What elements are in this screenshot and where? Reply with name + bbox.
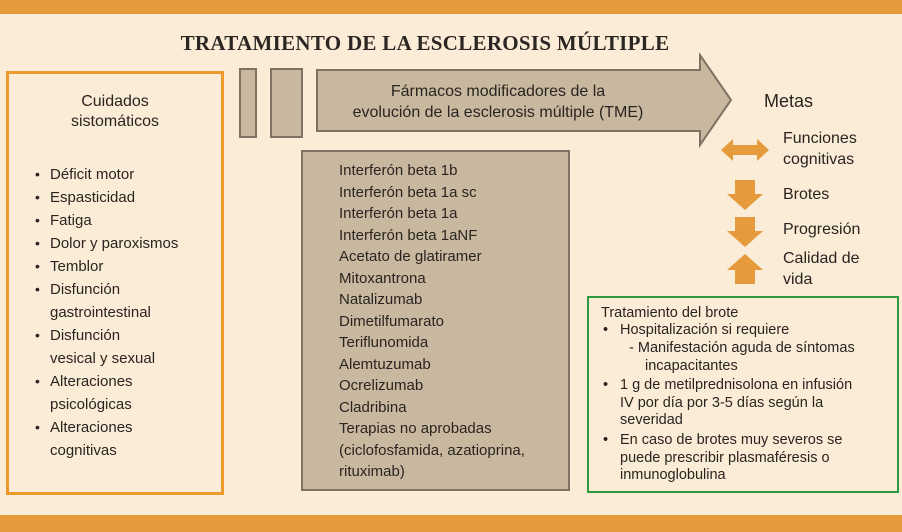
outbreak-subitem: - Manifestación aguda de síntomas <box>629 340 855 356</box>
symptom-item: • Fatiga <box>33 209 228 232</box>
small-bar-1 <box>239 68 257 138</box>
down-arrow-icon <box>726 179 764 211</box>
symptom-item: • Disfunción gastrointestinal <box>33 278 228 324</box>
tme-label <box>318 81 678 123</box>
care-title-line2: sistomáticos <box>70 113 160 130</box>
drug-item: Interferón beta 1a sc <box>339 183 477 201</box>
goal-progression: Progresión <box>783 221 861 238</box>
symptom-item: • Déficit motor <box>33 163 228 186</box>
double-arrow-icon <box>720 137 770 163</box>
outbreak-subitem-cont: incapacitantes <box>645 358 738 374</box>
drug-item: Interferón beta 1aNF <box>339 226 478 244</box>
down-arrow-icon <box>726 216 764 248</box>
symptom-item: • Espasticidad <box>33 186 228 209</box>
symptom-item: • Temblor <box>33 255 228 278</box>
top-band <box>0 0 902 14</box>
drug-item: (ciclofosfamida, azatioprina, <box>339 441 525 459</box>
diagram-title: TRATAMIENTO DE LA ESCLEROSIS MÚLTIPLE <box>180 31 670 55</box>
bottom-band <box>0 515 902 532</box>
drug-item: Alemtuzumab <box>339 355 431 373</box>
outbreak-treatment-box <box>587 296 899 493</box>
goal-outbreaks: Brotes <box>783 186 830 203</box>
up-arrow-icon <box>726 253 764 285</box>
drug-item: Ocrelizumab <box>339 377 424 394</box>
drug-item: Terapias no aprobadas <box>339 420 492 437</box>
goals-title: Metas <box>764 91 814 111</box>
symptomatic-care-box <box>6 71 224 495</box>
goal-quality-of-life: Calidad de vida <box>783 250 860 288</box>
drug-item: Cladribina <box>339 398 407 416</box>
drug-list <box>339 160 559 483</box>
goal-cognitive: Funciones cognitivas <box>783 130 857 168</box>
symptom-item: • Disfunción vesical y sexual <box>33 324 228 370</box>
symptom-item: • Alteraciones cognitivas <box>33 416 228 462</box>
outbreak-item: • 1 g de metilprednisolona en infusión IV por día por 3-5 días según la severidad <box>603 377 853 428</box>
outbreak-item: • En caso de brotes muy severos se puede prescribir plasmaféresis o inmunoglobulina <box>603 432 843 483</box>
drug-item: Natalizumab <box>339 291 423 308</box>
drug-item: Dimetilfumarato <box>339 312 445 330</box>
small-bar-2 <box>270 68 303 138</box>
drug-list-box <box>301 150 570 491</box>
symptom-item: • Dolor y paroxismos <box>33 232 228 255</box>
drug-item: Acetato de glatiramer <box>339 248 482 265</box>
care-title-line1: Cuidados <box>81 93 149 110</box>
symptom-list <box>33 163 228 462</box>
tme-label-line1: Fármacos modificadores de la <box>390 83 606 100</box>
symptomatic-care-title <box>9 92 221 132</box>
drug-item: Interferón beta 1b <box>339 162 458 179</box>
drug-item: Mitoxantrona <box>339 269 426 287</box>
tme-label-line2: evolución de la esclerosis múltiple (TME) <box>352 104 644 121</box>
drug-item: Interferón beta 1a <box>339 205 458 222</box>
outbreak-item: • Hospitalización si requiere <box>603 322 790 338</box>
outbreak-title: Tratamiento del brote <box>601 305 739 321</box>
drug-item: rituximab) <box>339 463 405 480</box>
drug-item: Teriflunomida <box>339 334 429 351</box>
symptom-item: • Alteraciones psicológicas <box>33 370 228 416</box>
